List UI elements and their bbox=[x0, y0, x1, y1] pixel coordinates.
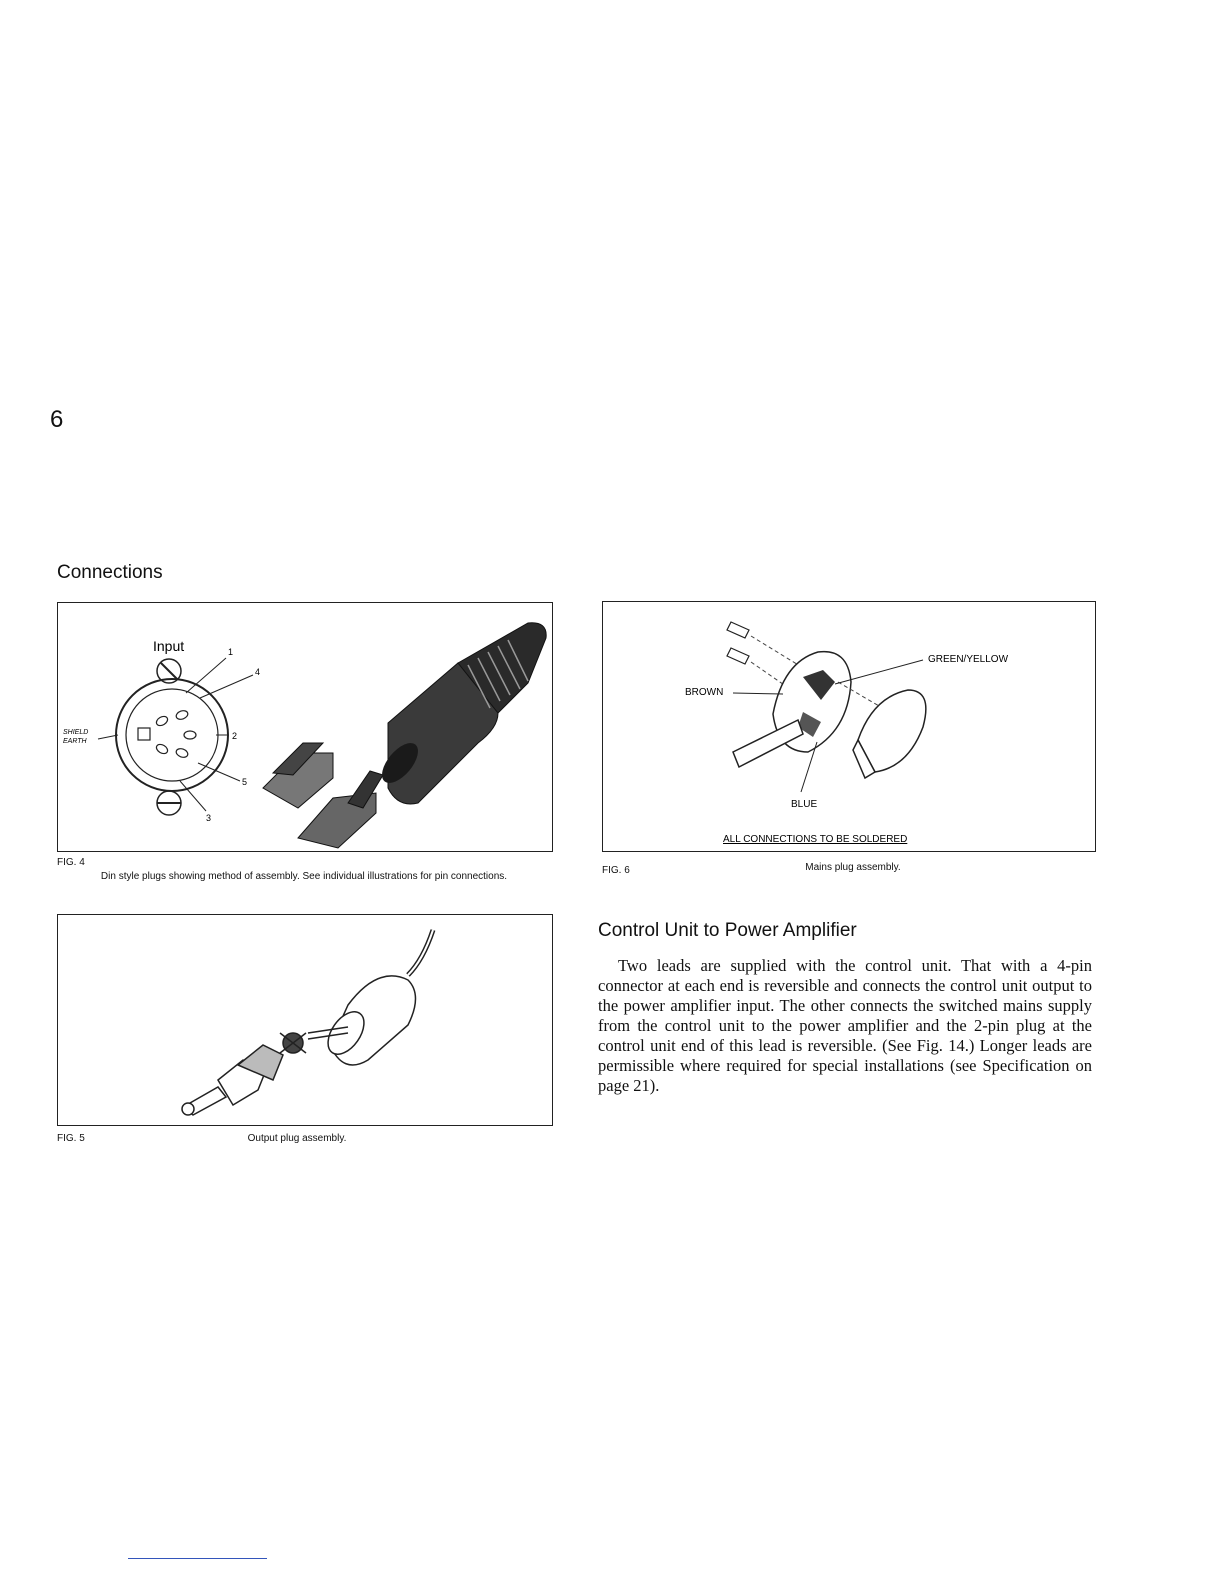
fig5-caption: Output plug assembly. bbox=[247, 1133, 347, 1144]
din-plug-drawing bbox=[58, 603, 552, 851]
socket-inner-ring bbox=[126, 689, 218, 781]
pin-1-label: 1 bbox=[228, 647, 234, 657]
fig6-illustration bbox=[602, 601, 1096, 852]
fig6-caption: Mains plug assembly. bbox=[805, 862, 901, 873]
fig5-illustration bbox=[57, 914, 553, 1126]
solder-note: ALL CONNECTIONS TO BE SOLDERED bbox=[723, 834, 908, 845]
fig4-label: FIG. 4 bbox=[57, 857, 85, 868]
plug-shell bbox=[182, 1045, 283, 1115]
footer-rule bbox=[128, 1558, 267, 1559]
plug-body bbox=[375, 623, 546, 804]
pin-carrier bbox=[280, 1033, 306, 1053]
shield-label: SHIELD bbox=[63, 729, 89, 736]
fig6-label: FIG. 6 bbox=[602, 865, 630, 876]
plug-inserts bbox=[263, 743, 383, 848]
control-section-body: Two leads are supplied with the control unit. That with a 4-pin connector at each end is reversible and connects the control unit output to the power amplifier input. The other connects the switched mains supply from the control unit to the power amplifier and the 2-pin plug at the control unit end of this lead is reversible. (See Fig. 14.) Longer leads are permissible where required for special installations (see Specification on page 21). bbox=[598, 956, 1092, 1095]
control-section-title: Control Unit to Power Amplifier bbox=[598, 920, 857, 941]
brown-label: BROWN bbox=[685, 687, 724, 698]
green-yellow-label: GREEN/YELLOW bbox=[928, 654, 1009, 665]
fig5-label: FIG. 5 bbox=[57, 1133, 85, 1144]
fig4-input-label: Input bbox=[153, 638, 185, 654]
pin-4-label: 4 bbox=[255, 667, 261, 677]
output-plug-drawing bbox=[58, 915, 552, 1125]
page-number: 6 bbox=[50, 406, 64, 433]
socket-outer-ring bbox=[116, 679, 228, 791]
screws bbox=[727, 622, 749, 664]
pin-2-label: 2 bbox=[232, 731, 238, 741]
pin-5-label: 5 bbox=[242, 777, 248, 787]
fig4-caption: Din style plugs showing method of assembly. See individual illustrations for pin connections. bbox=[100, 871, 508, 882]
section-title: Connections bbox=[57, 562, 163, 583]
pin-3-label: 3 bbox=[206, 813, 212, 823]
mains-plug-drawing bbox=[603, 602, 1095, 851]
blue-label: BLUE bbox=[791, 799, 818, 810]
fig4-illustration bbox=[57, 602, 553, 852]
earth-label: EARTH bbox=[63, 738, 87, 745]
